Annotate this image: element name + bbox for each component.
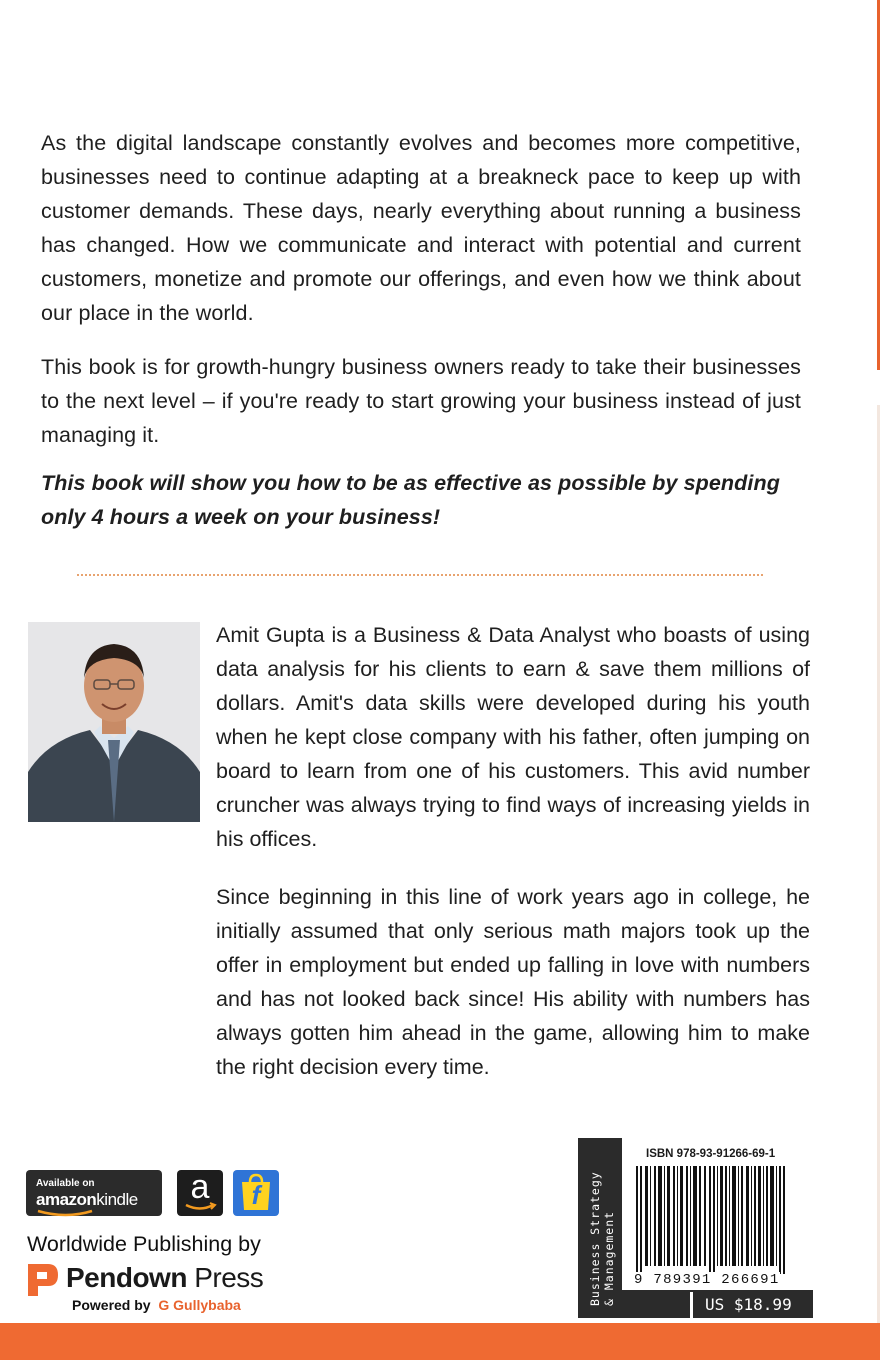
barcode-digits: 9 789391 266691 bbox=[634, 1272, 780, 1288]
publisher-name-bold: Pendown bbox=[66, 1262, 187, 1293]
publishing-label: Worldwide Publishing by bbox=[27, 1232, 261, 1256]
category-line-1: Business Strategy bbox=[588, 1171, 602, 1306]
powered-by-line bbox=[72, 1297, 241, 1313]
barcode-icon bbox=[636, 1166, 796, 1274]
author-portrait-illustration bbox=[28, 622, 200, 822]
blurb-paragraph-1: As the digital landscape constantly evolves and becomes more competitive, businesses need to continue adapting at a breakneck pace to keep up with customer demands. These days, nearly everything about running a business has changed. How we communicate and interact with potential and current customers, monetize and promote our offerings, and even how we think about our place in the world. bbox=[41, 131, 801, 325]
amazon-smile-icon bbox=[36, 1209, 96, 1217]
flipkart-logo-badge bbox=[233, 1170, 279, 1216]
price-label: US $18.99 bbox=[690, 1292, 813, 1318]
kindle-badge-wordmark bbox=[36, 1190, 138, 1210]
book-category bbox=[582, 1150, 626, 1310]
amazon-logo-badge bbox=[177, 1170, 223, 1216]
blurb-tagline: This book will show you how to be as effective as possible by spending only 4 hours a week on your business! bbox=[41, 471, 780, 529]
category-line-2: & Management bbox=[602, 1210, 616, 1306]
gullybaba-brand: Gullybaba bbox=[173, 1297, 241, 1313]
isbn-label: ISBN 978-93-91266-69-1 bbox=[646, 1148, 776, 1160]
book-blurb bbox=[41, 126, 801, 554]
publisher-name bbox=[66, 1262, 263, 1294]
bio-paragraph-2: Since beginning in this line of work years ago in college, he initially assumed that only serious math majors took up the offer in employment but ended up falling in love with numbers and has not looked back since! His ability with numbers has always gotten him ahead in the game, allowing him to make the right decision every time. bbox=[216, 885, 810, 1079]
amazon-letter-icon: a bbox=[190, 1168, 210, 1206]
author-bio bbox=[216, 618, 810, 1108]
powered-by-label: Powered by bbox=[72, 1297, 151, 1313]
publisher-name-rest: Press bbox=[186, 1262, 264, 1293]
gullybaba-g-icon: G bbox=[154, 1297, 174, 1313]
flipkart-letter-icon: f bbox=[251, 1180, 261, 1210]
amazon-arrow-icon bbox=[177, 1202, 223, 1214]
amazon-kindle-badge bbox=[26, 1170, 162, 1216]
dotted-divider bbox=[77, 574, 763, 576]
bottom-accent-band bbox=[0, 1323, 880, 1360]
bio-paragraph-1: Amit Gupta is a Business & Data Analyst who boasts of using data analysis for his clients to earn & save them millions of dollars. Amit's data skills were developed during his youth when he kept close company with his father, often jumping on board to learn from one of his customers. This avid number cruncher was always trying to find ways of increasing yields in his offices. bbox=[216, 623, 810, 851]
pendown-p-icon bbox=[26, 1262, 60, 1298]
blurb-paragraph-2: This book is for growth-hungry business owners ready to take their businesses to the next level – if you're ready to start growing your business instead of just managing it. bbox=[41, 355, 801, 447]
author-photo bbox=[28, 622, 200, 822]
kindle-brand-text: amazon bbox=[36, 1190, 97, 1209]
kindle-word-text: kindle bbox=[96, 1190, 138, 1209]
kindle-badge-caption: Available on bbox=[36, 1178, 95, 1189]
